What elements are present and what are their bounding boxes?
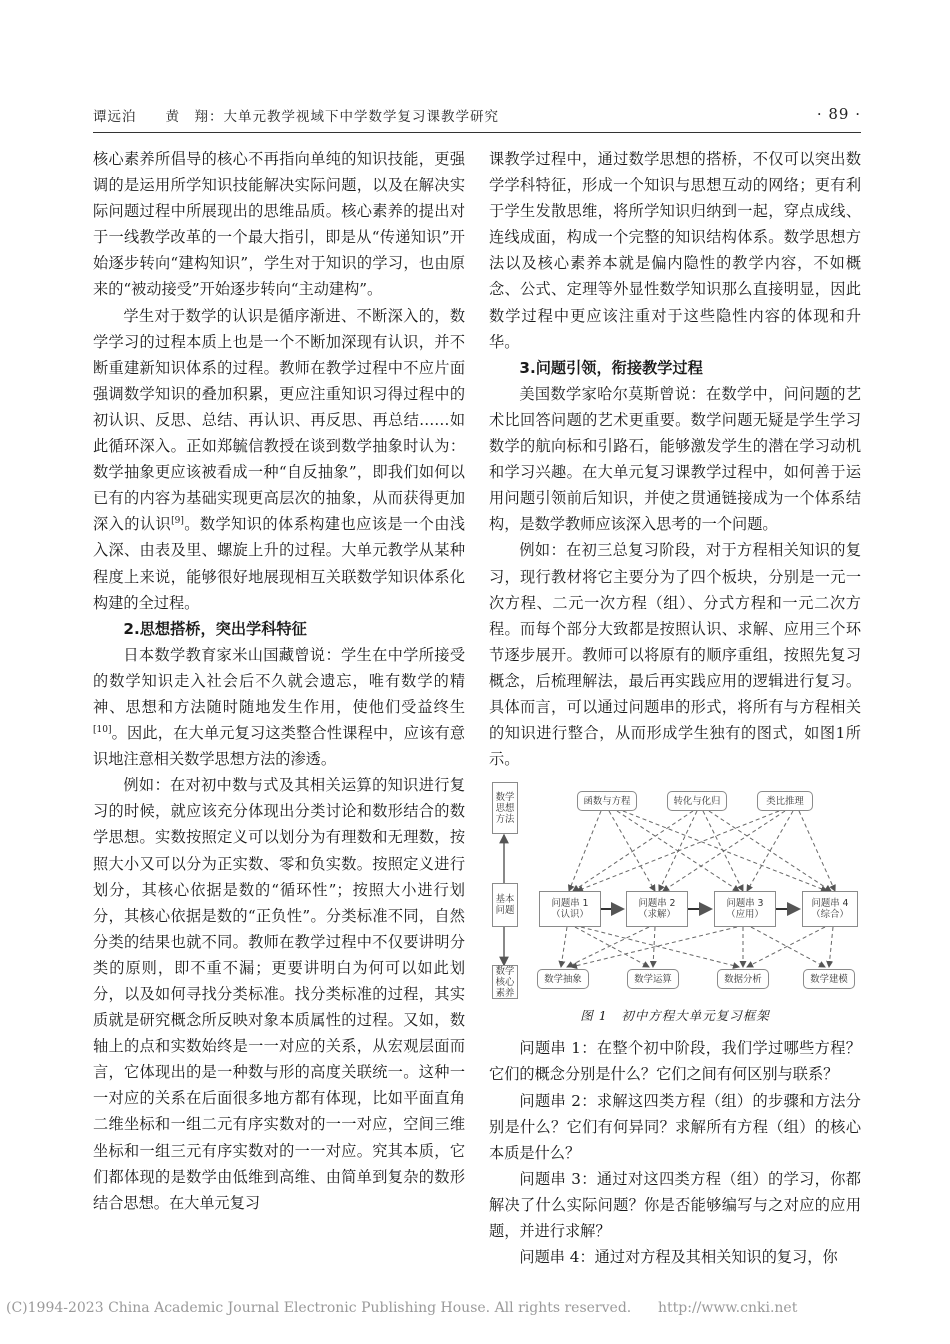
question-string-4: 问题串 4：通过对方程及其相关知识的复习，你 [519,1248,838,1267]
question-node-4: 问题串 4 （综合） [802,891,858,927]
header-rule [93,132,861,133]
header-authors-title: 谭远泊 黄 翔：大单元教学视域下中学数学复习课教学研究 [93,109,499,125]
running-header [93,105,861,127]
text-span: 。因此，在大单元复习这类整合性课程中，应该有意识地注意相关数学思想方法的渗透。 [93,724,465,769]
figure-caption: 图 1 初中方程大单元复习框架 [580,1008,770,1024]
copyright-notice: (C)1994-2023 China Academic Journal Electronic Publishing House. All rights reserved. [6,1300,632,1316]
citation-10: [10] [93,725,112,735]
right-paragraph-2: 美国数学家哈尔莫斯曾说：在数学中，问问题的艺术比回答问题的艺术更重要。数学问题无疑是学生学习数学的航向标和引路石，能够激发学生的潜在学习动机和学习兴趣。在大单元复习课教学过程中，如何善于运用问题引领前后知识，并使之贯通链接成为一个体系结构，是数学教师应该深入思考的一个问题。 [489,384,861,534]
question-string-3: 问题串 3：通过对这四类方程（组）的学习，你都解决了什么实际问题？你是否能够编写与之对应的应用题，并进行求解？ [489,1169,861,1240]
page-number: · 89 · [816,105,861,123]
idea-node-2: 转化与化归 [667,791,727,811]
site-link[interactable]: http://www.cnki.net [658,1300,798,1316]
dashed-links-bottom [561,927,833,967]
figure-1-diagram [489,779,861,1001]
question-node-2: 问题串 2 （求解） [626,891,688,927]
side-node-literacy: 数学核心素养 [492,965,518,999]
left-paragraph-4: 例如：在对初中数与式及其相关运算的知识进行复习的时候，就应该充分体现出分类讨论和数形结合的数学思想。实数按照定义可以划分为有理数和无理数，按照大小又可以分为正实数、零和负实数。按照定义进行划分，其核心依据是数的“循环性”；按照大小进行划分，其核心依据是数的“正负性”。分类标准不同，自然分类的结果也就不同。教师在教学过程中不仅要讲明分类的原则，即不重不漏；更要讲明白为何可以如此划分，以及如何寻找分类标准。找分类标准的过程，其实质就是研究概念所反映对象本质属性的过程。又如，数轴上的点和实数始终是一一对应的关系，从宏观层面而言，它体现出的是一种数与形的高度关联统一。这种一一对应的关系在后面很多地方都有体现，比如平面直角二维坐标和一组二元有序实数对的一一对应，空间三维坐标和一组三元有序实数对的一一对应。究其本质，它们都体现的是数学由低维到高维、由简单到复杂的数形结合思想。在大单元复习 [93,776,465,1212]
diagram-connectors [489,779,861,1001]
idea-node-3: 类比推理 [757,791,813,811]
section-heading-2: 2.思想搭桥，突出学科特征 [123,619,307,638]
side-node-thought: 数学思想方法 [492,782,518,834]
left-paragraph-3 [93,642,465,772]
left-paragraph-1: 核心素养所倡导的核心不再指向单纯的知识技能，更强调的是运用所学知识技能解决实际问题，以及在解决实际问题过程中所展现出的思维品质。核心素养的提出对于一线教学改革的一个最大指引，即是从“传递知识”开始逐步转向“建构知识”，学生对于知识的学习，也由原来的“被动接受”开始逐步转向“主动建构”。 [93,150,465,299]
text-span: 学生对于数学的认识是循序渐进、不断深入的，数学学习的过程本质上也是一个不断加深现有认识，并不断重建新知识体系的过程。教师在教学过程中不应片面强调数学知识的叠加积累，更应注重知识习得过程中的初认识、反思、总结、再认识、再反思、再总结……如此循环深入。正如郑毓信教授在谈到数学抽象时认为：数学抽象更应该被看成一种“自反抽象”，即我们如何以已有的内容为基础实现更高层次的抽象，从而获得更加深入的认识 [93,306,465,534]
question-node-3: 问题串 3 （应用） [714,891,776,927]
right-column [489,146,861,1270]
question-node-1: 问题串 1 （认识） [539,891,601,927]
literacy-node-3: 数据分析 [717,969,769,989]
question-string-2: 问题串 2：求解这四类方程（组）的步骤和方法分别是什么？它们有何异同？求解所有方程（组）的核心本质是什么？ [489,1091,861,1162]
literacy-node-4: 数学建模 [803,969,855,989]
citation-9: [9] [171,516,184,527]
literacy-node-1: 数学抽象 [537,969,589,989]
footer [6,1300,796,1316]
section-heading-3: 3.问题引领，衔接教学过程 [519,358,703,377]
dashed-links-top [569,811,835,891]
text-span: 。数学知识的体系构建也应该是一个由浅入深、由表及里、螺旋上升的过程。大单元教学从某种程度上来说，能够很好地展现相互关联数学知识体系化构建的全过程。 [93,515,466,612]
literacy-node-2: 数学运算 [627,969,679,989]
question-string-1: 问题串 1：在整个初中阶段，我们学过哪些方程？它们的概念分别是什么？它们之间有何区别与联系？ [489,1039,861,1084]
idea-node-1: 函数与方程 [577,791,637,811]
side-node-question: 基本问题 [492,883,518,927]
text-span: 日本数学教育家米山国藏曾说：学生在中学所接受的数学知识走入社会后不久就会遗忘，唯有数学的精神、思想和方法随时随地发生作用，使他们受益终生 [93,645,465,716]
left-column [93,146,465,1216]
left-paragraph-2 [93,303,465,616]
right-paragraph-3: 例如：在初三总复习阶段，对于方程相关知识的复习，现行教材将它主要分为了四个板块，分别是一元一次方程、二元一次方程（组）、分式方程和一元二次方程。而每个部分大致都是按照认识、求解、应用三个环节逐步展开。教师可以将原有的顺序重组，按照先复习概念，后梳理解法，最后再实践应用的逻辑进行复习。具体而言，可以通过问题串的形式，将所有与方程相关的知识进行整合，从而形成学生独有的图式，如图1所示。 [489,541,861,769]
right-paragraph-1: 课教学过程中，通过数学思想的搭桥，不仅可以突出数学学科特征，形成一个知识与思想互动的网络；更有利于学生发散思维，将所学知识归纳到一起，穿点成线、连线成面，构成一个完整的知识结构体系。数学思想方法以及核心素养本就是偏内隐性的教学内容，不如概念、公式、定理等外显性数学知识那么直接明显，因此数学过程中更应该注重对于这些隐性内容的体现和升华。 [489,150,861,351]
